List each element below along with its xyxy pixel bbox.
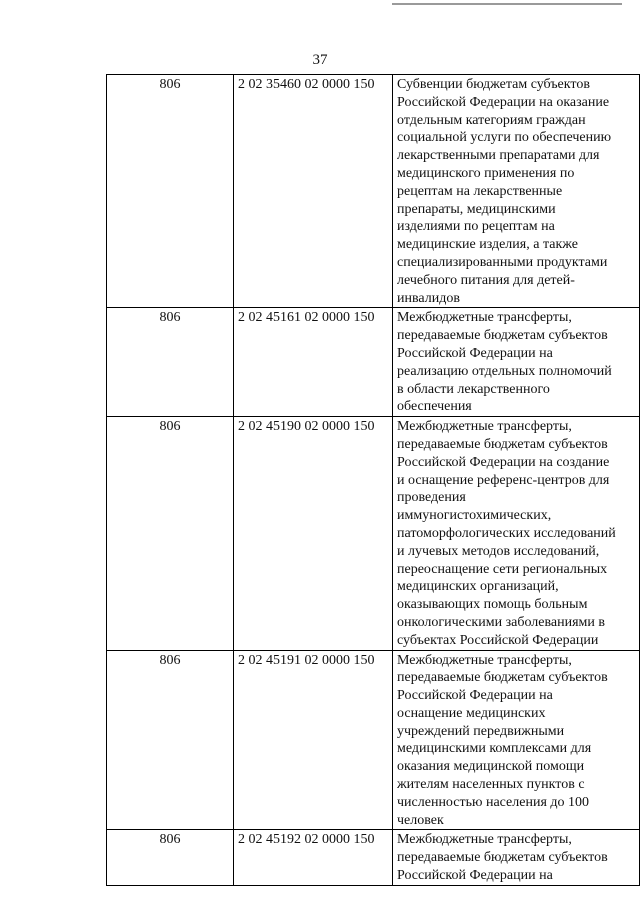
income-name-line: оснащение медицинских: [397, 705, 546, 721]
budget-classification-code-cell: 2 02 45191 02 0000 150: [234, 650, 393, 830]
income-name-line: жителям населенных пунктов с: [397, 777, 585, 793]
budget-classification-code-cell: 2 02 45190 02 0000 150: [234, 417, 393, 650]
income-name-line: специализированными продуктами: [397, 254, 608, 270]
income-name-line: в области лекарственного: [397, 381, 550, 397]
top-rule: [392, 3, 622, 5]
income-name-line: препараты, медицинскими: [397, 201, 556, 217]
page-number: 37: [312, 52, 328, 68]
income-name-line: Российской Федерации на создание: [397, 454, 610, 470]
income-name-line: лекарственными препаратами для: [397, 148, 600, 164]
table-row: [107, 75, 640, 308]
table-row: [107, 308, 640, 417]
income-name-line: медицинские изделия, а также: [397, 237, 578, 253]
income-name-cell: [393, 308, 640, 417]
income-name-line: передаваемые бюджетам субъектов: [397, 670, 608, 686]
income-name-line: Межбюджетные трансферты,: [397, 832, 572, 848]
table-row: [107, 650, 640, 830]
table-row: [107, 417, 640, 650]
budget-classification-code-cell: 2 02 45161 02 0000 150: [234, 308, 393, 417]
income-name-line: рецептам на лекарственные: [397, 183, 563, 199]
income-name-line: медицинских организаций,: [397, 579, 559, 595]
income-name-cell: [393, 650, 640, 830]
income-name-line: Российской Федерации на: [397, 688, 553, 704]
table-body: [107, 75, 640, 886]
income-name-line: обеспечения: [397, 399, 472, 415]
admin-code-cell: 806: [107, 650, 234, 830]
income-name-line: медицинского применения по: [397, 165, 575, 181]
income-name-line: патоморфологических исследований: [397, 525, 616, 541]
income-name-line: человек: [397, 812, 444, 828]
income-name-line: инвалидов: [397, 290, 460, 306]
admin-code-cell: 806: [107, 75, 234, 308]
income-name-line: Российской Федерации на: [397, 868, 553, 884]
income-name-line: оказания медицинской помощи: [397, 759, 585, 775]
table-row: [107, 830, 640, 885]
income-name-line: учреждений передвижными: [397, 723, 565, 739]
income-name-line: Российской Федерации на оказание: [397, 94, 610, 110]
income-name-line: и оснащение референс-центров для: [397, 472, 610, 488]
income-name-line: Российской Федерации на: [397, 345, 553, 361]
admin-code-cell: 806: [107, 308, 234, 417]
budget-codes-table: [106, 74, 640, 886]
income-name-cell: [393, 417, 640, 650]
income-name-line: отдельным категориям граждан: [397, 112, 586, 128]
income-name-line: лечебного питания для детей-: [397, 272, 575, 288]
admin-code-cell: 806: [107, 830, 234, 885]
income-name-line: Межбюджетные трансферты,: [397, 310, 572, 326]
income-name-line: Межбюджетные трансферты,: [397, 419, 572, 435]
budget-classification-code-cell: 2 02 35460 02 0000 150: [234, 75, 393, 308]
income-name-line: иммуногистохимических,: [397, 508, 552, 524]
income-name-line: передаваемые бюджетам субъектов: [397, 328, 608, 344]
income-name-line: проведения: [397, 490, 466, 506]
income-name-line: передаваемые бюджетам субъектов: [397, 436, 608, 452]
income-name-line: передаваемые бюджетам субъектов: [397, 850, 608, 866]
income-name-line: Межбюджетные трансферты,: [397, 652, 572, 668]
budget-classification-code-cell: 2 02 45192 02 0000 150: [234, 830, 393, 885]
income-name-line: социальной услуги по обеспечению: [397, 130, 612, 146]
income-name-line: и лучевых методов исследований,: [397, 543, 600, 559]
income-name-line: реализацию отдельных полномочий: [397, 363, 612, 379]
income-name-line: изделиями по рецептам на: [397, 219, 555, 235]
income-name-cell: [393, 830, 640, 885]
admin-code-cell: 806: [107, 417, 234, 650]
income-name-line: субъектах Российской Федерации: [397, 632, 599, 648]
income-name-line: оказывающих помощь больным: [397, 597, 588, 613]
income-name-line: Субвенции бюджетам субъектов: [397, 77, 590, 92]
income-name-line: численностью населения до 100: [397, 794, 590, 810]
income-name-cell: [393, 75, 640, 308]
income-name-line: переоснащение сети региональных: [397, 561, 608, 577]
income-name-line: онкологическими заболеваниями в: [397, 614, 605, 630]
income-name-line: медицинскими комплексами для: [397, 741, 592, 757]
